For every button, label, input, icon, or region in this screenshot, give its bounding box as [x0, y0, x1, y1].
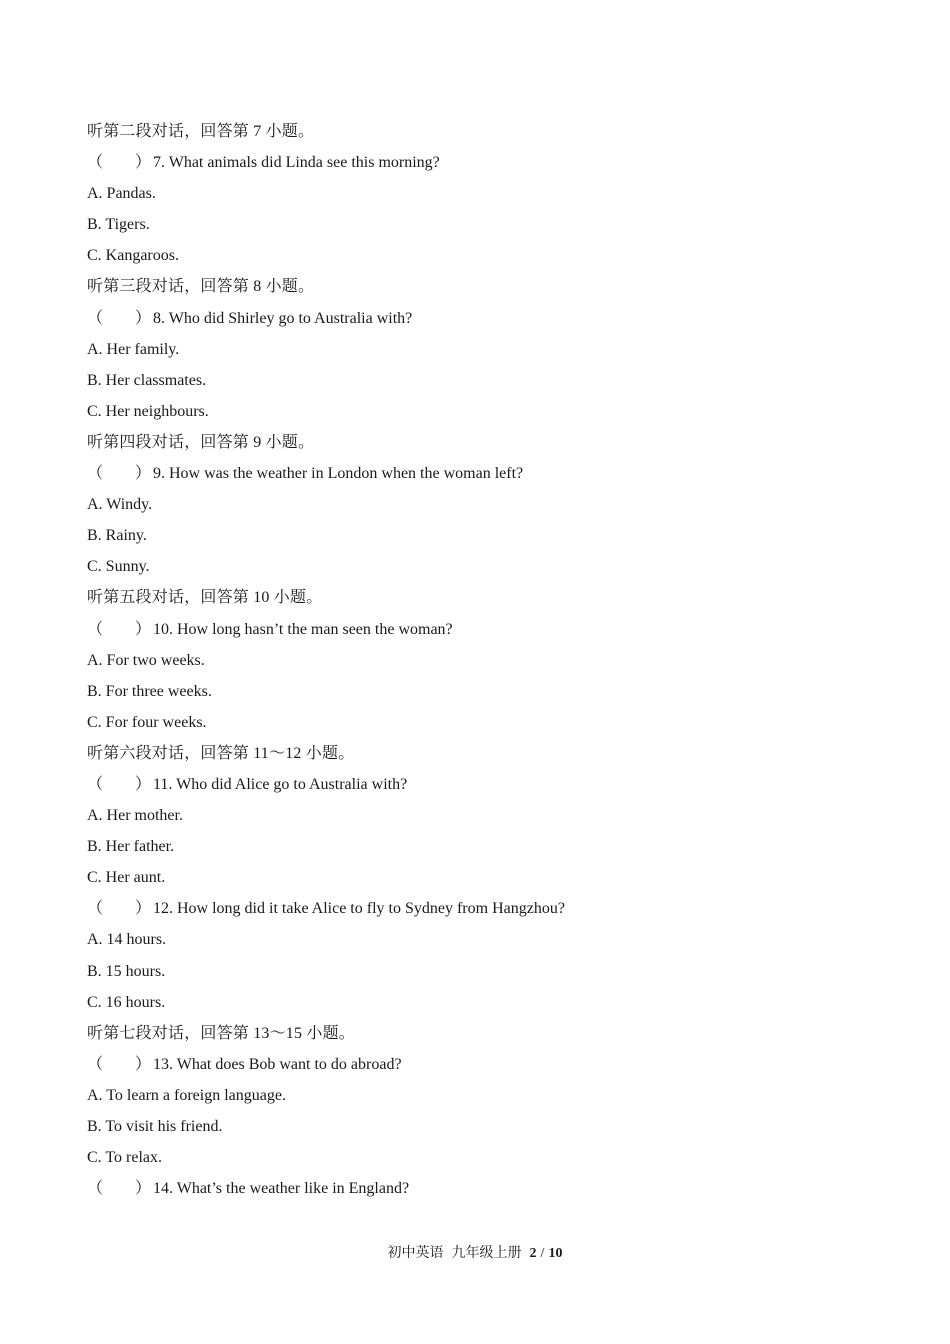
question-stem: [87, 458, 867, 489]
question-stem: [87, 893, 867, 924]
question-text: 11. Who did Alice go to Australia with?: [153, 775, 408, 793]
answer-blank: （ ）: [87, 1055, 152, 1073]
question-stem: [87, 1049, 867, 1080]
question-text: 10. How long hasn’t the man seen the woman?: [153, 620, 453, 638]
question-stem: [87, 1173, 867, 1204]
footer-grade: 九年级上册: [451, 1246, 522, 1261]
section-instruction: 听第七段对话，回答第 13～15 小题。: [87, 1024, 356, 1042]
answer-option: B. Her father.: [87, 838, 175, 856]
footer-subject: 初中英语: [387, 1246, 444, 1261]
section-instruction: 听第四段对话，回答第 9 小题。: [87, 433, 315, 451]
answer-option: B. 15 hours.: [87, 962, 166, 980]
answer-option: B. To visit his friend.: [87, 1118, 223, 1135]
answer-blank: （ ）: [87, 465, 152, 483]
question-stem: [87, 147, 867, 178]
answer-option: A. Windy.: [87, 496, 153, 514]
answer-option: A. 14 hours.: [87, 931, 167, 949]
answer-option: B. Her classmates.: [87, 371, 207, 389]
page-number-separator: /: [540, 1246, 545, 1261]
answer-blank: （ ）: [87, 154, 152, 172]
section-instruction: 听第五段对话，回答第 10 小题。: [87, 589, 323, 607]
answer-option: A. For two weeks.: [87, 651, 205, 669]
answer-option: A. Her mother.: [87, 807, 183, 825]
answer-option: B. For three weeks.: [87, 682, 212, 700]
question-text: 13. What does Bob want to do abroad?: [153, 1055, 402, 1073]
answer-option: C. Kangaroos.: [87, 247, 179, 265]
answer-blank: （ ）: [87, 620, 152, 638]
answer-option: B. Tigers.: [87, 216, 150, 234]
question-stem: [87, 769, 867, 800]
answer-option: C. 16 hours.: [87, 993, 166, 1011]
answer-blank: （ ）: [87, 309, 152, 327]
answer-blank: （ ）: [87, 775, 152, 793]
question-text: 12. How long did it take Alice to fly to Sydney from Hangzhou?: [153, 900, 565, 918]
question-text: 7. What animals did Linda see this morning?: [153, 154, 440, 172]
answer-option: A. Her family.: [87, 340, 180, 358]
answer-option: C. Her aunt.: [87, 869, 166, 887]
answer-option: C. To relax.: [87, 1149, 163, 1167]
page-number-total: 10: [548, 1246, 563, 1261]
answer-option: A. To learn a foreign language.: [87, 1086, 286, 1104]
question-stem: [87, 614, 867, 645]
answer-option: C. Sunny.: [87, 558, 150, 576]
page-footer: [0, 1244, 950, 1264]
answer-option: C. For four weeks.: [87, 713, 207, 731]
section-instruction: 听第三段对话，回答第 8 小题。: [87, 278, 315, 296]
answer-option: A. Pandas.: [87, 185, 156, 203]
question-text: 8. Who did Shirley go to Australia with?: [153, 309, 413, 327]
question-text: 14. What’s the weather like in England?: [153, 1180, 410, 1198]
question-stem: [87, 303, 867, 334]
section-instruction: 听第二段对话，回答第 7 小题。: [87, 123, 315, 140]
section-instruction: 听第六段对话，回答第 11～12 小题。: [87, 744, 355, 762]
answer-option: B. Rainy.: [87, 527, 147, 545]
page-number-current: 2: [529, 1246, 537, 1261]
answer-option: C. Her neighbours.: [87, 402, 209, 420]
answer-blank: （ ）: [87, 900, 152, 918]
question-text: 9. How was the weather in London when the woman left?: [153, 465, 524, 483]
question-list: [87, 116, 867, 1204]
answer-blank: （ ）: [87, 1180, 152, 1198]
